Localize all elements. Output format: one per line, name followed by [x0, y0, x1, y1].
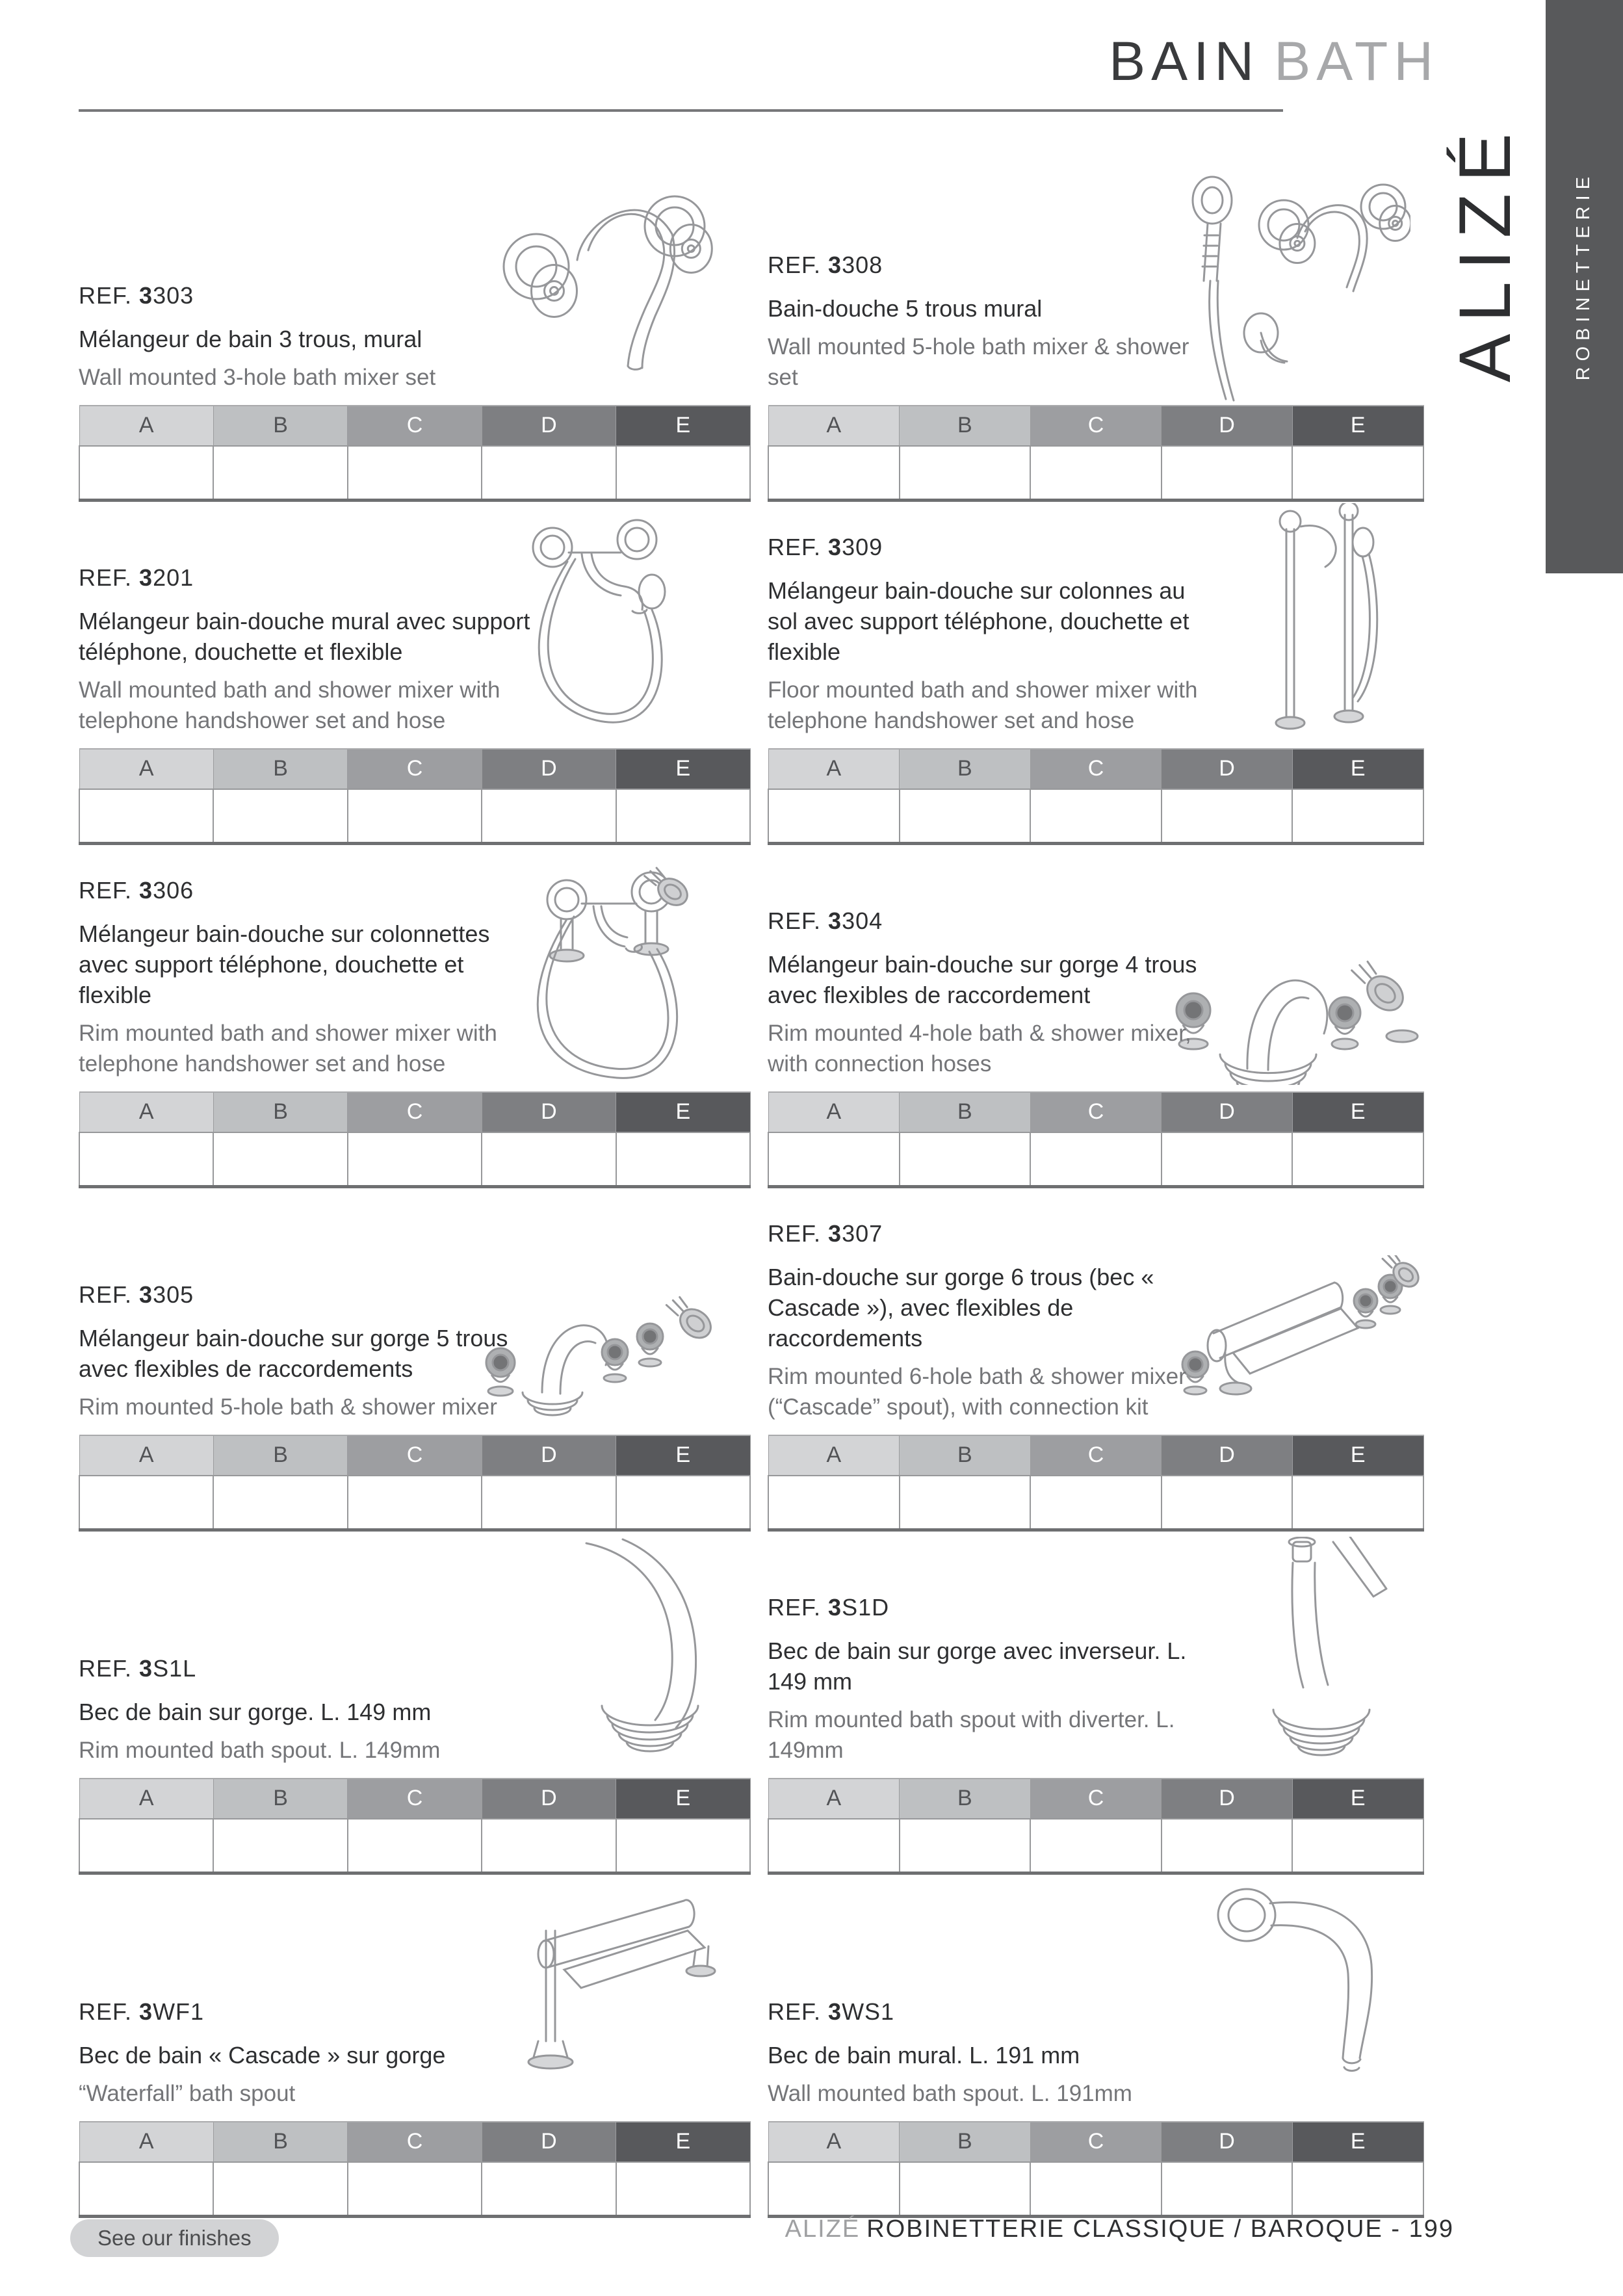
wall-mixer-telephone-handshower-drawing — [517, 514, 686, 728]
product-info — [768, 534, 1214, 736]
product-name-fr: Bain-douche 5 trous mural — [768, 295, 1043, 322]
spec-col-header-C: C — [1030, 406, 1162, 446]
spec-col-header-E: E — [1292, 1779, 1423, 1819]
spec-table — [768, 2121, 1424, 2219]
spec-value-cell — [482, 1132, 616, 1187]
spec-value-cell — [348, 1132, 482, 1187]
spec-col-header-A: A — [79, 749, 213, 789]
spec-col-header-D: D — [1162, 406, 1293, 446]
spec-col-header-B: B — [900, 2122, 1031, 2162]
product-name-en: Wall mounted 5-hole bath mixer & shower set — [768, 334, 1189, 390]
spec-value-cell — [1292, 1819, 1423, 1873]
spec-value-cell — [482, 446, 616, 501]
ref-code-prefix: 3 — [828, 907, 842, 934]
spec-table — [79, 1435, 751, 1532]
ref-code-suffix: WF1 — [153, 1998, 205, 2025]
spec-value-cell — [900, 446, 1031, 501]
spec-value-cell — [900, 789, 1031, 844]
product-name-fr: Mélangeur de bain 3 trous, mural — [79, 326, 422, 352]
collection-brand — [1443, 122, 1527, 383]
ref-code-suffix: WS1 — [842, 1998, 895, 2025]
spec-value-cell — [1162, 789, 1293, 844]
spec-value-cell — [616, 2162, 750, 2217]
product-card — [79, 1880, 751, 2223]
illustration-floor-column-mixer-handshower — [1249, 503, 1385, 745]
illustration-wall-mixer-telephone-handshower — [517, 514, 686, 728]
spec-value-cell — [1292, 446, 1423, 501]
ref-code-suffix: 309 — [842, 534, 883, 560]
spec-col-header-E: E — [616, 406, 750, 446]
spec-header-row — [79, 406, 750, 446]
spec-col-header-B: B — [900, 749, 1031, 789]
footer-brand: ALIZÉ — [785, 2215, 861, 2243]
spec-value-cell — [1162, 446, 1293, 501]
spec-col-header-B: B — [213, 749, 347, 789]
ref-line — [768, 252, 1214, 279]
product-name-en: Rim mounted 5-hole bath & shower mixer — [79, 1394, 497, 1420]
spec-value-cell — [79, 789, 213, 844]
spec-value-row — [79, 1132, 750, 1187]
ref-line — [79, 1998, 536, 2026]
spec-col-header-D: D — [482, 1435, 616, 1476]
spec-value-cell — [213, 1819, 347, 1873]
product-name-fr: Bec de bain sur gorge avec inverseur. L. 149 mm — [768, 1637, 1187, 1695]
spec-table — [79, 1778, 751, 1875]
product-name-en: Rim mounted bath and shower mixer with telephone handshower set and hose — [79, 1021, 497, 1076]
spec-value-cell — [348, 1476, 482, 1530]
spec-value-cell — [79, 1132, 213, 1187]
spec-col-header-B: B — [900, 1092, 1031, 1132]
spec-col-header-A: A — [768, 749, 900, 789]
spec-col-header-C: C — [348, 2122, 482, 2162]
ref-label: REF. — [79, 877, 133, 904]
spec-header-row — [768, 1435, 1423, 1476]
spec-col-header-D: D — [1162, 1435, 1293, 1476]
spec-col-header-C: C — [348, 1435, 482, 1476]
rim-bath-spout-drawing — [552, 1538, 712, 1766]
product-card — [79, 850, 751, 1194]
ref-code-suffix: 308 — [842, 252, 883, 278]
product-card — [79, 1194, 751, 1537]
spec-value-cell — [79, 446, 213, 501]
ref-code-prefix: 3 — [828, 534, 842, 560]
spec-col-header-A: A — [768, 406, 900, 446]
spec-header-row — [768, 1779, 1423, 1819]
spec-col-header-B: B — [213, 2122, 347, 2162]
product-name-fr: Mélangeur bain-douche sur colonnes au sol avec support téléphone, douchette et flexible — [768, 577, 1189, 665]
spec-col-header-D: D — [1162, 1092, 1293, 1132]
illustration-rim-bath-spout-diverter — [1230, 1537, 1406, 1771]
spec-table — [768, 1435, 1424, 1532]
ref-line — [768, 1998, 1214, 2026]
illustration-rim-bath-spout — [552, 1538, 712, 1766]
ref-line — [768, 534, 1214, 561]
spec-value-row — [768, 2162, 1423, 2217]
ref-code-prefix: 3 — [139, 282, 153, 309]
spec-value-cell — [1292, 1476, 1423, 1530]
spec-table — [768, 405, 1424, 502]
spec-value-row — [768, 1476, 1423, 1530]
rim-bath-spout-diverter-drawing — [1230, 1537, 1406, 1771]
spec-col-header-E: E — [1292, 749, 1423, 789]
product-card — [768, 164, 1424, 507]
spec-col-header-B: B — [213, 1092, 347, 1132]
spec-col-header-A: A — [768, 2122, 900, 2162]
product-name-fr: Mélangeur bain-douche mural avec support téléphone, douchette et flexible — [79, 608, 530, 665]
spec-value-cell — [900, 1476, 1031, 1530]
spec-value-row — [79, 2162, 750, 2217]
spec-col-header-C: C — [1030, 1435, 1162, 1476]
spec-col-header-E: E — [616, 1435, 750, 1476]
product-name-en: Rim mounted 4-hole bath & shower mixer, with connection hoses — [768, 1021, 1191, 1076]
product-card — [768, 1537, 1424, 1880]
spec-col-header-C: C — [1030, 749, 1162, 789]
spec-header-row — [768, 406, 1423, 446]
wall-bath-spout-drawing — [1200, 1881, 1411, 2096]
spec-col-header-A: A — [768, 1435, 900, 1476]
product-info — [768, 252, 1214, 393]
ref-code-prefix: 3 — [828, 1594, 842, 1621]
spec-value-cell — [348, 1819, 482, 1873]
product-name-fr: Mélangeur bain-douche sur gorge 4 trous avec flexibles de raccordement — [768, 951, 1197, 1008]
product-name-en: Rim mounted bath spout with diverter. L. 149mm — [768, 1707, 1175, 1763]
spec-col-header-D: D — [482, 2122, 616, 2162]
spec-col-header-C: C — [348, 749, 482, 789]
ref-line — [768, 1220, 1214, 1247]
spec-value-cell — [348, 2162, 482, 2217]
ref-label: REF. — [768, 907, 822, 934]
spec-value-cell — [1030, 2162, 1162, 2217]
sidebar-category-label: ROBINETTERIE — [1573, 170, 1594, 381]
ref-code-suffix: 304 — [842, 907, 883, 934]
spec-value-cell — [900, 2162, 1031, 2217]
spec-value-row — [79, 1819, 750, 1873]
footer-text: ROBINETTERIE CLASSIQUE / BAROQUE - 199 — [866, 2215, 1454, 2243]
spec-value-cell — [616, 1819, 750, 1873]
spec-value-cell — [900, 1132, 1031, 1187]
spec-col-header-B: B — [900, 406, 1031, 446]
collection-brand-label: ALIZÉ — [1444, 122, 1526, 383]
products-grid — [79, 164, 1424, 2223]
page-title-fr: BAIN — [1109, 31, 1260, 92]
spec-value-cell — [482, 1476, 616, 1530]
spec-value-cell — [1162, 2162, 1293, 2217]
spec-col-header-B: B — [900, 1435, 1031, 1476]
spec-value-cell — [1030, 1819, 1162, 1873]
spec-col-header-D: D — [482, 749, 616, 789]
spec-col-header-D: D — [482, 406, 616, 446]
spec-value-row — [768, 1819, 1423, 1873]
ref-label: REF. — [79, 282, 133, 309]
spec-col-header-E: E — [1292, 2122, 1423, 2162]
spec-col-header-A: A — [768, 1779, 900, 1819]
spec-header-row — [768, 1092, 1423, 1132]
spec-value-row — [79, 446, 750, 501]
sidebar-category-tab — [1546, 0, 1623, 573]
product-name-en: “Waterfall” bath spout — [79, 2081, 296, 2106]
spec-table — [768, 1091, 1424, 1189]
ref-code-prefix: 3 — [828, 1220, 842, 1247]
ref-line — [768, 907, 1214, 935]
product-name-fr: Bain-douche sur gorge 6 trous (bec « Cascade »), avec flexibles de raccordements — [768, 1264, 1154, 1351]
spec-value-cell — [213, 1132, 347, 1187]
spec-value-cell — [482, 789, 616, 844]
product-name-en: Floor mounted bath and shower mixer with telephone handshower set and hose — [768, 677, 1198, 733]
ref-line — [79, 877, 536, 904]
spec-value-cell — [1030, 789, 1162, 844]
spec-col-header-C: C — [348, 406, 482, 446]
ref-label: REF. — [768, 1220, 822, 1247]
product-name-en: Wall mounted bath spout. L. 191mm — [768, 2081, 1132, 2106]
product-name-fr: Mélangeur bain-douche sur gorge 5 trous avec flexibles de raccordements — [79, 1325, 508, 1382]
spec-header-row — [768, 749, 1423, 789]
product-name-en: Wall mounted bath and shower mixer with telephone handshower set and hose — [79, 677, 500, 733]
spec-col-header-E: E — [616, 1779, 750, 1819]
footer-line — [785, 2215, 1454, 2243]
spec-value-row — [768, 1132, 1423, 1187]
spec-value-cell — [1162, 1819, 1293, 1873]
spec-col-header-D: D — [482, 1779, 616, 1819]
spec-col-header-A: A — [79, 2122, 213, 2162]
product-name-fr: Bec de bain « Cascade » sur gorge — [79, 2042, 446, 2068]
spec-header-row — [768, 2122, 1423, 2162]
spec-value-cell — [1030, 1476, 1162, 1530]
product-info — [768, 1998, 1214, 2109]
spec-table — [79, 748, 751, 846]
spec-value-cell — [482, 2162, 616, 2217]
spec-col-header-E: E — [616, 1092, 750, 1132]
spec-value-cell — [1162, 1132, 1293, 1187]
spec-value-cell — [768, 1476, 900, 1530]
ref-label: REF. — [768, 1594, 822, 1621]
ref-code-prefix: 3 — [139, 877, 153, 904]
ref-code-suffix: 306 — [153, 877, 194, 904]
ref-code-prefix: 3 — [139, 1998, 153, 2025]
product-name-fr: Mélangeur bain-douche sur colonnettes avec support téléphone, douchette et flexible — [79, 920, 490, 1008]
spec-table — [768, 1778, 1424, 1875]
spec-header-row — [79, 1092, 750, 1132]
spec-value-cell — [768, 2162, 900, 2217]
spec-col-header-C: C — [1030, 1092, 1162, 1132]
product-card — [79, 507, 751, 850]
ref-label: REF. — [79, 1998, 133, 2025]
rim-colonnettes-mixer-handshower-drawing — [512, 854, 700, 1082]
ref-code-prefix: 3 — [828, 252, 842, 278]
page-title-en: BATH — [1274, 31, 1439, 92]
spec-value-cell — [1292, 789, 1423, 844]
spec-value-cell — [1030, 1132, 1162, 1187]
product-name-en: Rim mounted bath spout. L. 149mm — [79, 1738, 441, 1763]
ref-code-suffix: 305 — [153, 1281, 194, 1308]
spec-col-header-A: A — [79, 1435, 213, 1476]
spec-value-cell — [213, 1476, 347, 1530]
product-info — [79, 282, 536, 393]
spec-value-cell — [768, 446, 900, 501]
spec-value-cell — [616, 1132, 750, 1187]
ref-line — [79, 1655, 536, 1682]
product-info — [79, 877, 536, 1079]
spec-value-cell — [768, 1819, 900, 1873]
spec-value-cell — [213, 446, 347, 501]
spec-col-header-C: C — [348, 1092, 482, 1132]
product-card — [79, 164, 751, 507]
ref-label: REF. — [768, 252, 822, 278]
spec-header-row — [79, 1435, 750, 1476]
ref-code-suffix: S1L — [153, 1655, 197, 1682]
product-name-en: Rim mounted 6-hole bath & shower mixer (“Cascade” spout), with connection kit — [768, 1364, 1186, 1420]
product-info — [79, 564, 536, 736]
spec-col-header-E: E — [616, 749, 750, 789]
spec-value-cell — [79, 1476, 213, 1530]
spec-value-cell — [1030, 446, 1162, 501]
product-info — [768, 1220, 1214, 1422]
spec-value-cell — [616, 789, 750, 844]
ref-label: REF. — [79, 564, 133, 591]
spec-table — [768, 748, 1424, 846]
ref-code-suffix: 201 — [153, 564, 194, 591]
spec-col-header-E: E — [1292, 1435, 1423, 1476]
ref-line — [79, 1281, 536, 1309]
ref-label: REF. — [79, 1281, 133, 1308]
spec-value-cell — [900, 1819, 1031, 1873]
product-info — [79, 1998, 536, 2109]
ref-code-prefix: 3 — [139, 1281, 153, 1308]
spec-col-header-D: D — [1162, 749, 1293, 789]
spec-value-cell — [79, 1819, 213, 1873]
illustration-wall-bath-spout — [1200, 1881, 1411, 2096]
ref-label: REF. — [79, 1655, 133, 1682]
spec-col-header-B: B — [213, 406, 347, 446]
spec-value-row — [79, 1476, 750, 1530]
spec-header-row — [79, 1779, 750, 1819]
ref-line — [768, 1594, 1214, 1621]
product-name-fr: Bec de bain mural. L. 191 mm — [768, 2042, 1080, 2068]
spec-col-header-A: A — [79, 1092, 213, 1132]
spec-value-cell — [768, 789, 900, 844]
ref-code-prefix: 3 — [139, 564, 153, 591]
spec-value-cell — [1292, 1132, 1423, 1187]
product-name-fr: Bec de bain sur gorge. L. 149 mm — [79, 1699, 432, 1725]
product-info — [79, 1655, 536, 1766]
spec-value-cell — [79, 2162, 213, 2217]
spec-value-cell — [348, 789, 482, 844]
ref-line — [79, 282, 536, 309]
see-finishes-button[interactable]: See our finishes — [70, 2219, 279, 2257]
ref-code-prefix: 3 — [139, 1655, 153, 1682]
product-card — [768, 1194, 1424, 1537]
spec-value-cell — [616, 446, 750, 501]
header-rule — [79, 109, 1283, 112]
spec-value-cell — [213, 789, 347, 844]
product-card — [768, 850, 1424, 1194]
spec-col-header-A: A — [79, 1779, 213, 1819]
floor-column-mixer-handshower-drawing — [1249, 503, 1385, 745]
product-name-en: Wall mounted 3-hole bath mixer set — [79, 365, 436, 390]
spec-col-header-C: C — [1030, 1779, 1162, 1819]
spec-col-header-E: E — [1292, 1092, 1423, 1132]
ref-code-suffix: 307 — [842, 1220, 883, 1247]
product-card — [768, 1880, 1424, 2223]
spec-col-header-B: B — [900, 1779, 1031, 1819]
spec-table — [79, 1091, 751, 1189]
spec-value-cell — [213, 2162, 347, 2217]
product-info — [768, 1594, 1214, 1766]
spec-header-row — [79, 749, 750, 789]
spec-value-cell — [482, 1819, 616, 1873]
spec-col-header-B: B — [213, 1779, 347, 1819]
spec-value-row — [79, 789, 750, 844]
spec-table — [79, 405, 751, 502]
spec-header-row — [79, 2122, 750, 2162]
illustration-rim-colonnettes-mixer-handshower — [512, 854, 700, 1082]
spec-col-header-E: E — [616, 2122, 750, 2162]
ref-code-prefix: 3 — [828, 1998, 842, 2025]
spec-col-header-D: D — [1162, 2122, 1293, 2162]
ref-line — [79, 564, 536, 592]
spec-col-header-C: C — [1030, 2122, 1162, 2162]
spec-col-header-D: D — [482, 1092, 616, 1132]
product-info — [768, 907, 1214, 1079]
spec-table — [79, 2121, 751, 2219]
spec-col-header-B: B — [213, 1435, 347, 1476]
spec-value-row — [768, 789, 1423, 844]
spec-value-cell — [1292, 2162, 1423, 2217]
spec-col-header-A: A — [79, 406, 213, 446]
spec-col-header-D: D — [1162, 1779, 1293, 1819]
spec-value-row — [768, 446, 1423, 501]
product-card — [768, 507, 1424, 850]
spec-value-cell — [348, 446, 482, 501]
spec-value-cell — [1162, 1476, 1293, 1530]
spec-value-cell — [616, 1476, 750, 1530]
spec-col-header-E: E — [1292, 406, 1423, 446]
product-info — [79, 1281, 536, 1422]
spec-value-cell — [768, 1132, 900, 1187]
spec-col-header-C: C — [348, 1779, 482, 1819]
page-title — [1109, 30, 1439, 93]
product-card — [79, 1537, 751, 1880]
ref-label: REF. — [768, 534, 822, 560]
ref-label: REF. — [768, 1998, 822, 2025]
ref-code-suffix: S1D — [842, 1594, 890, 1621]
ref-code-suffix: 303 — [153, 282, 194, 309]
spec-col-header-A: A — [768, 1092, 900, 1132]
